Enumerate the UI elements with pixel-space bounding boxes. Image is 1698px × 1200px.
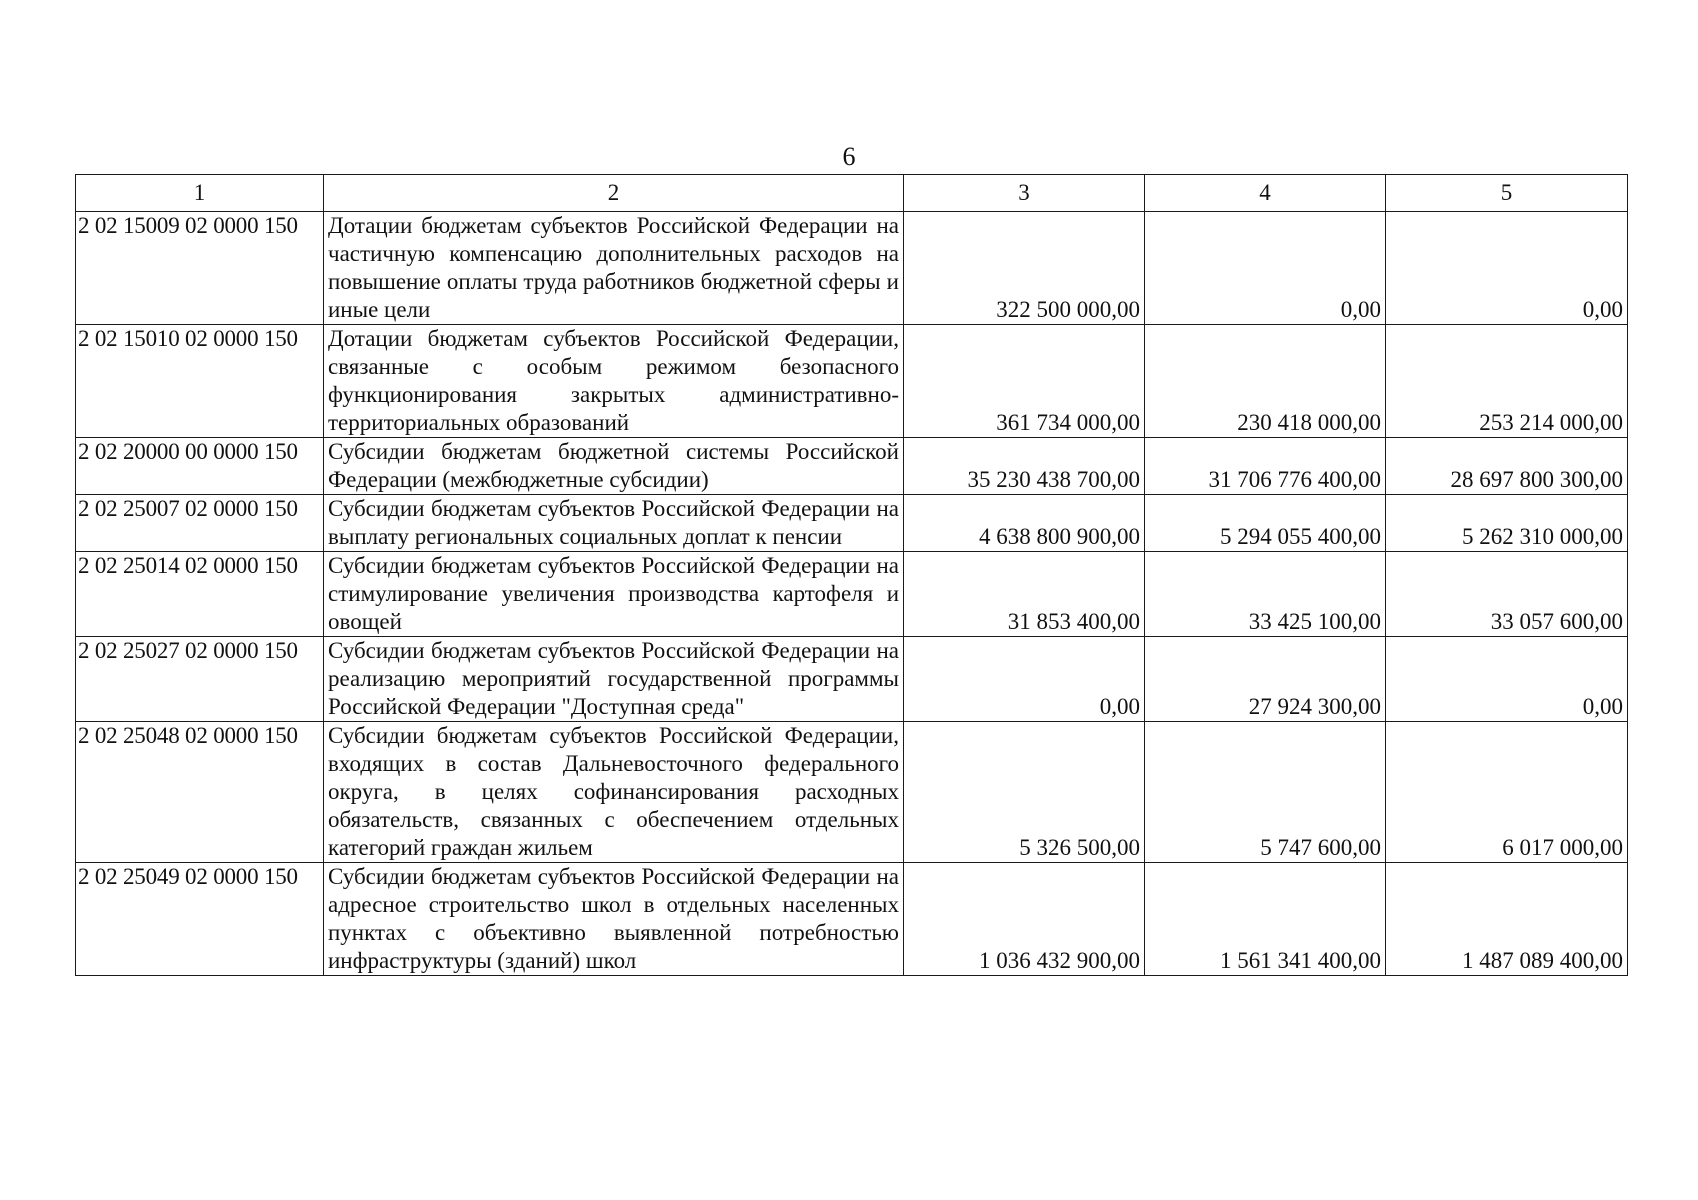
amount-col4-cell: 31 706 776 400,00 xyxy=(1145,438,1386,495)
amount-col3-cell: 31 853 400,00 xyxy=(904,552,1145,637)
amount-col4-cell: 0,00 xyxy=(1145,212,1386,325)
table-row xyxy=(76,438,1628,495)
table-row xyxy=(76,863,1628,976)
amount-col4-cell: 27 924 300,00 xyxy=(1145,637,1386,722)
description-cell: Субсидии бюджетам бюджетной системы Российской Федерации (межбюджетные субсидии) xyxy=(324,438,904,495)
amount-col3-cell: 1 036 432 900,00 xyxy=(904,863,1145,976)
table-row xyxy=(76,552,1628,637)
budget-code-cell: 2 02 15009 02 0000 150 xyxy=(76,212,324,325)
description-cell: Субсидии бюджетам субъектов Российской Федерации на выплату региональных социальных доплат к пенсии xyxy=(324,495,904,552)
amount-col3-cell: 0,00 xyxy=(904,637,1145,722)
column-header-5: 5 xyxy=(1386,175,1628,212)
budget-code-cell: 2 02 25007 02 0000 150 xyxy=(76,495,324,552)
amount-col5-cell: 1 487 089 400,00 xyxy=(1386,863,1628,976)
description-cell: Субсидии бюджетам субъектов Российской Федерации на адресное строительство школ в отдельных населенных пунктах с объективно выявленной потребностью инфраструктуры (зданий) школ xyxy=(324,863,904,976)
amount-col5-cell: 28 697 800 300,00 xyxy=(1386,438,1628,495)
page-number: 6 xyxy=(842,142,856,171)
column-header-2: 2 xyxy=(324,175,904,212)
amount-col3-cell: 5 326 500,00 xyxy=(904,722,1145,863)
budget-code-cell: 2 02 25027 02 0000 150 xyxy=(76,637,324,722)
table-row xyxy=(76,325,1628,438)
amount-col3-cell: 322 500 000,00 xyxy=(904,212,1145,325)
amount-col3-cell: 361 734 000,00 xyxy=(904,325,1145,438)
amount-col3-cell: 35 230 438 700,00 xyxy=(904,438,1145,495)
description-cell: Дотации бюджетам субъектов Российской Федерации, связанные с особым режимом безопасного функционирования закрытых административно-территориальных образований xyxy=(324,325,904,438)
amount-col5-cell: 0,00 xyxy=(1386,637,1628,722)
amount-col5-cell: 33 057 600,00 xyxy=(1386,552,1628,637)
amount-col5-cell: 5 262 310 000,00 xyxy=(1386,495,1628,552)
amount-col4-cell: 5 294 055 400,00 xyxy=(1145,495,1386,552)
column-header-4: 4 xyxy=(1145,175,1386,212)
amount-col4-cell: 230 418 000,00 xyxy=(1145,325,1386,438)
table-row xyxy=(76,212,1628,325)
amount-col4-cell: 1 561 341 400,00 xyxy=(1145,863,1386,976)
budget-code-cell: 2 02 25014 02 0000 150 xyxy=(76,552,324,637)
description-cell: Дотации бюджетам субъектов Российской Федерации на частичную компенсацию дополнительных расходов на повышение оплаты труда работников бюджетной сферы и иные цели xyxy=(324,212,904,325)
amount-col5-cell: 0,00 xyxy=(1386,212,1628,325)
budget-revenue-table xyxy=(75,174,1628,976)
amount-col3-cell: 4 638 800 900,00 xyxy=(904,495,1145,552)
amount-col5-cell: 6 017 000,00 xyxy=(1386,722,1628,863)
budget-code-cell: 2 02 25048 02 0000 150 xyxy=(76,722,324,863)
column-header-1: 1 xyxy=(76,175,324,212)
table-row xyxy=(76,495,1628,552)
description-cell: Субсидии бюджетам субъектов Российской Федерации, входящих в состав Дальневосточного федерального округа, в целях софинансирования расходных обязательств, связанных с обеспечением отдельных категорий граждан жильем xyxy=(324,722,904,863)
amount-col4-cell: 33 425 100,00 xyxy=(1145,552,1386,637)
table-row xyxy=(76,722,1628,863)
column-header-3: 3 xyxy=(904,175,1145,212)
amount-col5-cell: 253 214 000,00 xyxy=(1386,325,1628,438)
budget-code-cell: 2 02 20000 00 0000 150 xyxy=(76,438,324,495)
amount-col4-cell: 5 747 600,00 xyxy=(1145,722,1386,863)
table-header-row xyxy=(76,175,1628,212)
description-cell: Субсидии бюджетам субъектов Российской Федерации на реализацию мероприятий государственной программы Российской Федерации "Доступная среда" xyxy=(324,637,904,722)
description-cell: Субсидии бюджетам субъектов Российской Федерации на стимулирование увеличения производства картофеля и овощей xyxy=(324,552,904,637)
budget-code-cell: 2 02 15010 02 0000 150 xyxy=(76,325,324,438)
table-row xyxy=(76,637,1628,722)
budget-code-cell: 2 02 25049 02 0000 150 xyxy=(76,863,324,976)
